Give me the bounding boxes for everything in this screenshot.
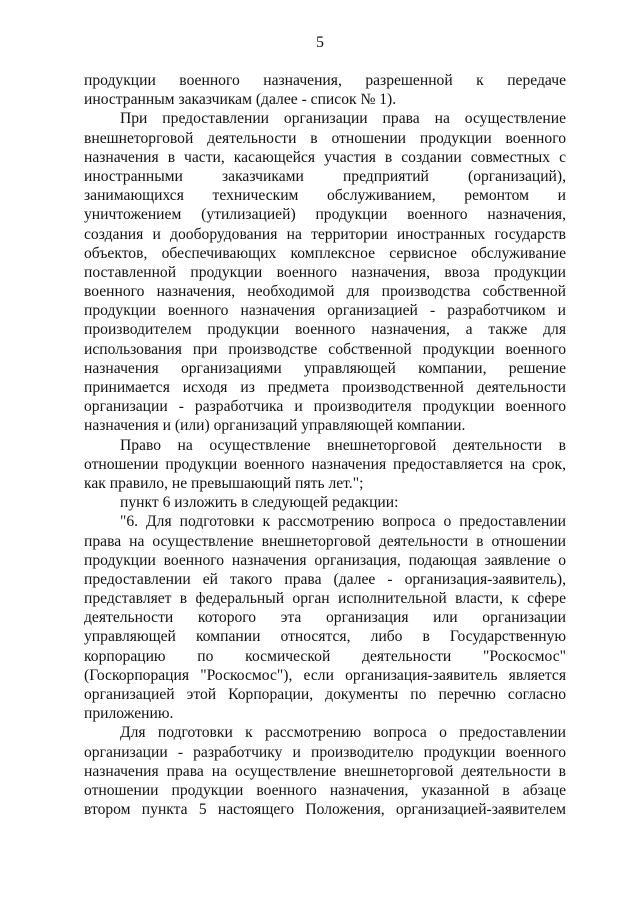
text-line: приложению. xyxy=(84,705,174,723)
text-line: права на осуществление внешнеторговой деятельности в отношении xyxy=(84,532,566,550)
text-line: уничтожением (утилизацией) продукции военного назначения, xyxy=(84,206,566,224)
text-line: продукции военного назначения организацией - разработчиком и xyxy=(84,302,566,320)
text-line: отношении продукции военного назначения, указанной в абзаце xyxy=(84,781,566,799)
text-line: пункт 6 изложить в следующей редакции: xyxy=(120,494,399,512)
text-line: Для подготовки к рассмотрению вопроса о предоставлении xyxy=(120,724,566,742)
text-line: принимается исходя из предмета производственной деятельности xyxy=(84,379,566,396)
text-line: назначения и (или) организаций управляющей компании. xyxy=(84,417,466,435)
text-line: занимающихся техническим обслуживанием, ремонтом и xyxy=(84,187,566,205)
text-line: организацией этой Корпорации, документы по перечню согласно xyxy=(84,686,566,703)
text-line: продукции военного назначения организация, подающая заявление о xyxy=(84,551,566,569)
text-line: производителем продукции военного назначения, а также для xyxy=(84,321,566,339)
text-line: создания и дооборудования на территории иностранных государств xyxy=(84,225,566,243)
text-line: предоставлении ей такого права (далее - организация-заявитель), xyxy=(84,570,566,588)
text-line: управляющей компании относятся, либо в Государственную xyxy=(84,628,566,646)
text-line: назначения организациями управляющей компании, решение xyxy=(84,359,566,377)
document-body xyxy=(84,71,566,819)
text-line: организации - разработчику и производителю продукции военного xyxy=(84,743,566,761)
text-line: военного назначения, необходимой для производства собственной xyxy=(84,283,566,301)
text-line: использования при производстве собственной продукции военного xyxy=(84,340,566,358)
text-line: внешнеторговой деятельности в отношении продукции военного xyxy=(84,129,566,147)
text-line: иностранными заказчиками предприятий (организаций), xyxy=(84,167,566,185)
text-line: организации - разработчика и производителя продукции военного xyxy=(84,398,566,416)
text-line: Право на осуществление внешнеторговой деятельности в xyxy=(120,436,566,454)
text-line: "6. Для подготовки к рассмотрению вопроса о предоставлении xyxy=(120,513,566,531)
text-line: представляет в федеральный орган исполнительной власти, к сфере xyxy=(84,590,566,608)
text-line: назначения в части, касающейся участия в создании совместных с xyxy=(84,148,566,166)
text-line: как правило, не превышающий пять лет."; xyxy=(84,474,364,492)
text-line: корпорацию по космической деятельности "Роскосмос" xyxy=(84,647,566,665)
text-line: При предоставлении организации права на осуществление xyxy=(120,110,566,128)
text-line: назначения права на осуществление внешнеторговой деятельности в xyxy=(84,762,566,780)
text-line: продукции военного назначения, разрешенной к передаче xyxy=(84,72,566,89)
text-line: (Госкорпорация "Роскосмос"), если организация-заявитель является xyxy=(84,666,566,684)
text-line: иностранным заказчикам (далее - список № 1). xyxy=(84,91,397,109)
page-number: 5 xyxy=(316,34,324,51)
text-line: объектов, обеспечивающих комплексное сервисное обслуживание xyxy=(84,244,566,262)
text-line: отношении продукции военного назначения предоставляется на срок, xyxy=(84,455,566,473)
text-line: втором пункта 5 настоящего Положения, организацией-заявителем xyxy=(84,801,566,819)
text-line: поставленной продукции военного назначения, ввоза продукции xyxy=(84,263,566,281)
text-line: деятельности которого эта организация или организации xyxy=(84,609,566,627)
